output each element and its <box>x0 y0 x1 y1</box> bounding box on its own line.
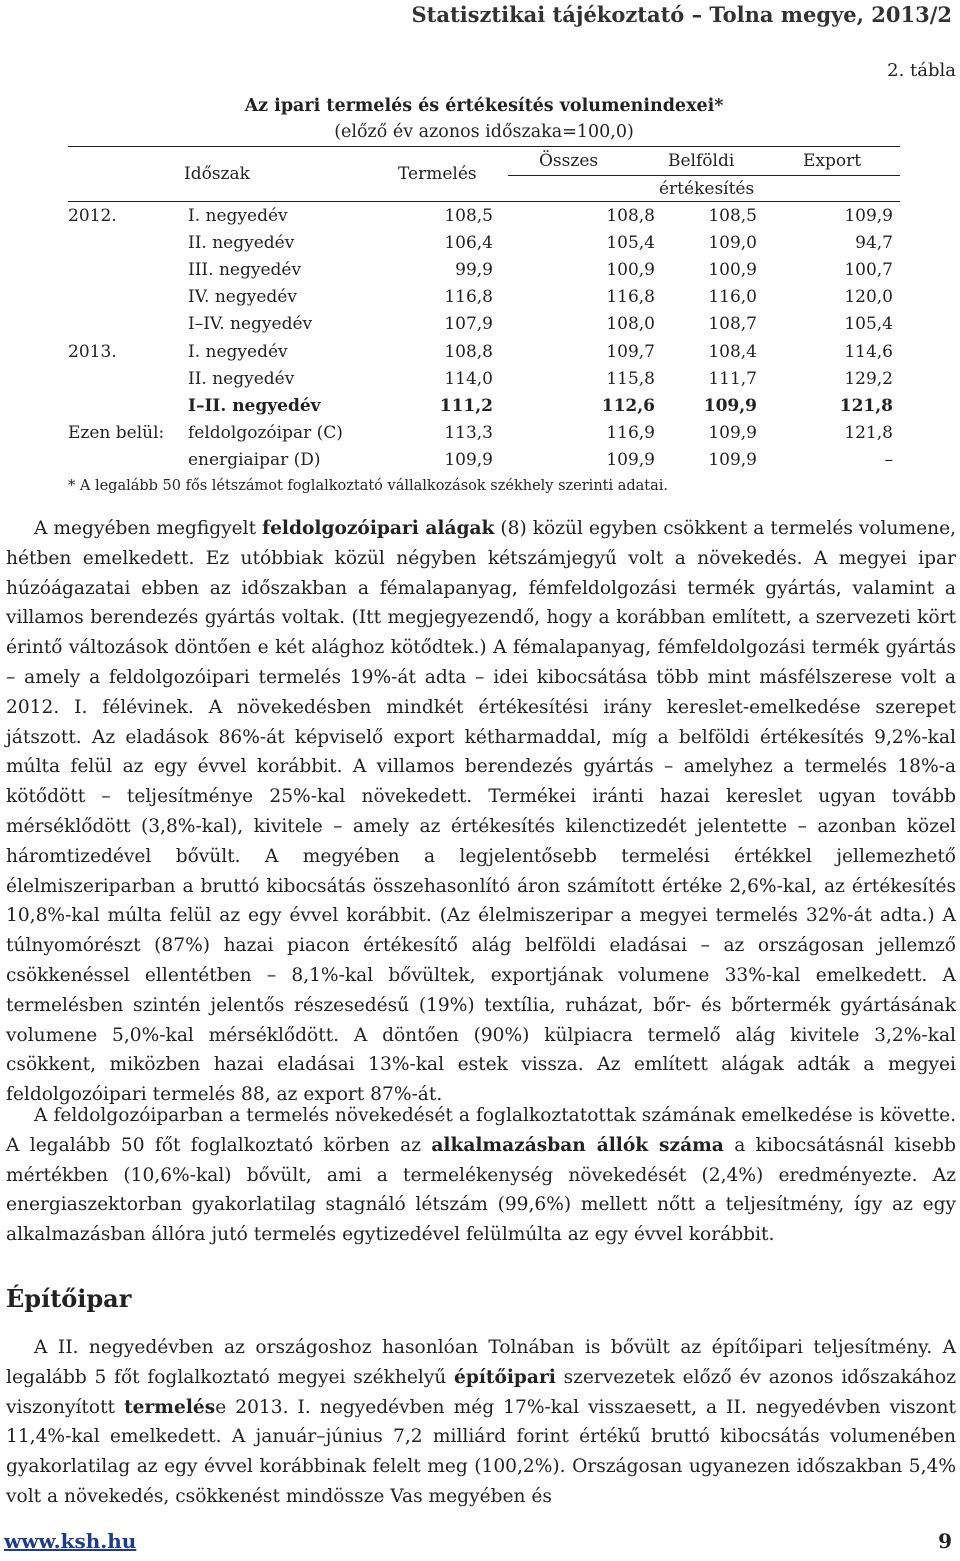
row-value: 109,9 <box>703 395 757 416</box>
header-bottom-rule <box>68 201 900 202</box>
row-period: II. negyedév <box>188 233 295 254</box>
row-value: 108,8 <box>444 341 493 362</box>
row-value: 99,9 <box>455 260 493 281</box>
row-value: 112,6 <box>601 395 655 416</box>
text: A II. negyedévben az országoshoz hasonlóan Tolnában is bővült az építőipari teljesítmény. A legalább 5 főt foglalkoztató megyei székhelyű <box>6 1337 956 1388</box>
row-period: III. negyedév <box>188 260 302 281</box>
row-value: 105,4 <box>606 233 655 254</box>
row-period: I–II. negyedév <box>188 395 321 416</box>
row-value: 121,8 <box>839 395 893 416</box>
header-production: Termelés <box>398 164 477 184</box>
row-value: 108,4 <box>708 341 757 362</box>
header-domestic: Belföldi <box>668 151 735 171</box>
text: szervezetek előző év azonos időszakához viszonyított <box>6 1366 956 1418</box>
row-year: 2013. <box>68 341 117 362</box>
header-sales: értékesítés <box>659 179 755 199</box>
row-value: 109,9 <box>606 449 655 470</box>
table-title: Az ipari termelés és értékesítés volumenindexei* <box>244 96 724 116</box>
header-total: Összes <box>539 151 599 171</box>
text: (8) közül egyben csökkent a termelés volumene, hétben emelkedett. Ez utóbbiak közül négyben kétszámjegyű volt a növekedés. A megyei ipar húzóágazatai ebben az időszakban a fémalapanyag, fémfeldolgozási termék gyártás, valamint a villamos berendezés gyártás voltak. (Itt megjegyezendő, hogy a korábban említett, a szervezeti kört érintő változások döntően e két alághoz kötődtek.) A fémalapanyag, fémfeldolgozási termék gyártás – amely a feldolgozóipari termelés 19%-át adta – idei kibocsátása több mint másfélszerese volt a 2012. I. félévinek. A növekedésben mindkét értékesítési irány kereslet-emelkedése szerepet játszott. Az eladások 86%-át képviselő export kétharmaddal, míg a belföldi értékesítés 9,2%-kal múlta felül az egy évvel korábbit. A villamos berendezés gyártás – amelyhez a termelés 18%-a kötődött – teljesítménye 25%-kal növekedett. Termékei iránti hazai kereslet ugyan tovább mérséklődött (3,8%-kal), kivitele – amely az értékesítés kilenctizedét jelentette – azonban közel háromtizedével bővült. A megyében a legjelentősebb termelési értékkel jellemezhető élelmiszeriparban a bruttó kibocsátás összehasonlító áron számított értéke 2,6%-kal, az értékesítés 10,8%-kal múlta felül az egy évvel korábbit. (Az élelmiszeripar a megyei termelés 32%-át adta.) A túlnyomórészt (87%) hazai piacon értékesítő alág belföldi eladásai – az országosan jellemző csökkenéssel ellentétben – 8,1%-kal bővültek, exportjának volumene 33%-kal emelkedett. A termelésben szintén jelentős részesedésű (19%) textília, ruházat, bőr- és bőrtermék gyártásának volumene 5,0%-kal mérséklődött. A döntően (90%) külpiacra termelő alág kivitele 3,2%-kal csökkent, miközben hazai eladásai 13%-kal estek vissza. Az említett alágak adták a megyei feldolgozóipari termelés 88, az export 87%-át. <box>6 518 957 1106</box>
row-year: 2012. <box>68 206 117 226</box>
row-value: 108,5 <box>708 206 757 226</box>
row-value: 100,7 <box>844 260 893 281</box>
text: a kibocsátásnál kisebb mértékben (10,6%-kal) bővült, ami a termelékenység növekedését (2,4%) eredményezte. Az energiaszektorban gyakorlatilag stagnáló létszám (99,6%) mellett nőtt a teljesítmény, így az egy alkalmazásban állóra jutó termelés egytizedével felülmúlta az egy évvel korábbit. <box>6 1134 956 1246</box>
row-value: 109,9 <box>444 449 493 470</box>
row-value: 109,0 <box>708 233 757 254</box>
row-value: 120,0 <box>844 287 893 308</box>
header-period: Időszak <box>184 164 250 184</box>
row-value: 109,9 <box>708 422 757 443</box>
row-value: 109,7 <box>606 341 655 362</box>
row-value: 100,9 <box>606 260 655 281</box>
row-period: feldolgozóipar (C) <box>188 422 343 443</box>
row-value: 129,2 <box>844 368 893 389</box>
text: A megyében megfigyelt <box>34 518 263 539</box>
row-period: I–IV. negyedév <box>188 314 313 335</box>
header-export: Export <box>803 151 862 171</box>
section-title: Építőipar <box>6 1284 132 1313</box>
row-value: 116,0 <box>708 287 757 308</box>
bold-term: alkalmazásban állók száma <box>431 1134 724 1156</box>
row-value: 94,7 <box>855 233 893 254</box>
table-top-rule <box>68 146 900 147</box>
row-value: 107,9 <box>444 314 493 335</box>
table-number: 2. tábla <box>887 60 956 81</box>
page-number: 9 <box>938 1529 952 1553</box>
row-value: 111,7 <box>708 368 757 389</box>
row-period: energiaipar (D) <box>188 449 321 470</box>
row-period: IV. negyedév <box>188 287 297 308</box>
row-value: – <box>884 449 893 470</box>
row-value: 115,8 <box>606 368 655 389</box>
row-period: I. negyedév <box>188 206 288 226</box>
text: A feldolgozóiparban a termelés növekedését a foglalkoztatottak számának emelkedése is követte. A legalább 50 főt foglalkoztató körben az <box>6 1105 956 1156</box>
row-value: 109,9 <box>844 206 893 226</box>
table-footnote: * A legalább 50 fős létszámot foglalkoztató vállalkozások székhely szerinti adatai. <box>68 478 669 494</box>
paragraph-text <box>6 514 956 1110</box>
row-value: 111,2 <box>439 395 493 416</box>
row-value: 116,9 <box>606 422 655 443</box>
row-value: 109,9 <box>708 449 757 470</box>
row-value: 108,0 <box>606 314 655 335</box>
row-value: 114,6 <box>844 341 893 362</box>
row-period: I. negyedév <box>188 341 288 362</box>
row-year: Ezen belül: <box>68 422 165 443</box>
paragraph-text <box>6 1333 956 1512</box>
row-value: 108,5 <box>444 206 493 226</box>
paragraph-employment <box>6 1101 956 1250</box>
row-value: 108,7 <box>708 314 757 335</box>
row-value: 100,9 <box>708 260 757 281</box>
row-value: 106,4 <box>444 233 493 254</box>
row-value: 114,0 <box>444 368 493 389</box>
row-value: 116,8 <box>606 287 655 308</box>
footer-website-link[interactable]: www.ksh.hu <box>4 1529 137 1553</box>
paragraph-construction <box>6 1333 956 1512</box>
text: e 2013. I. negyedévben még 17%-kal visszaesett, a II. negyedévben viszont 11,4%-kal emelkedett. A január–június 7,2 milliárd forint értékű bruttó kibocsátás volumenében gyakorlatilag az egy évvel korábbinak felelt meg (100,2%). Országosan ugyanezen időszakban 5,4% volt a növekedés, csökkenést mindössze Vas megyében és <box>6 1396 957 1507</box>
paragraph-text <box>6 1101 956 1250</box>
row-value: 108,8 <box>606 206 655 226</box>
bold-term: feldolgozóipari alágak <box>262 518 495 539</box>
row-value: 105,4 <box>844 314 893 335</box>
row-value: 121,8 <box>844 422 893 443</box>
bold-term: építőipari <box>453 1366 556 1388</box>
bold-term: termelés <box>124 1396 216 1418</box>
row-period: II. negyedév <box>188 368 295 389</box>
row-value: 113,3 <box>444 422 493 443</box>
row-value: 116,8 <box>444 287 493 308</box>
paragraph-processing-industry <box>6 514 956 1110</box>
document-header-title: Statisztikai tájékoztató – Tolna megye, 2013/2 <box>411 2 952 27</box>
header-sales-rule <box>508 175 900 176</box>
table-subtitle: (előző év azonos időszaka=100,0) <box>334 122 634 142</box>
